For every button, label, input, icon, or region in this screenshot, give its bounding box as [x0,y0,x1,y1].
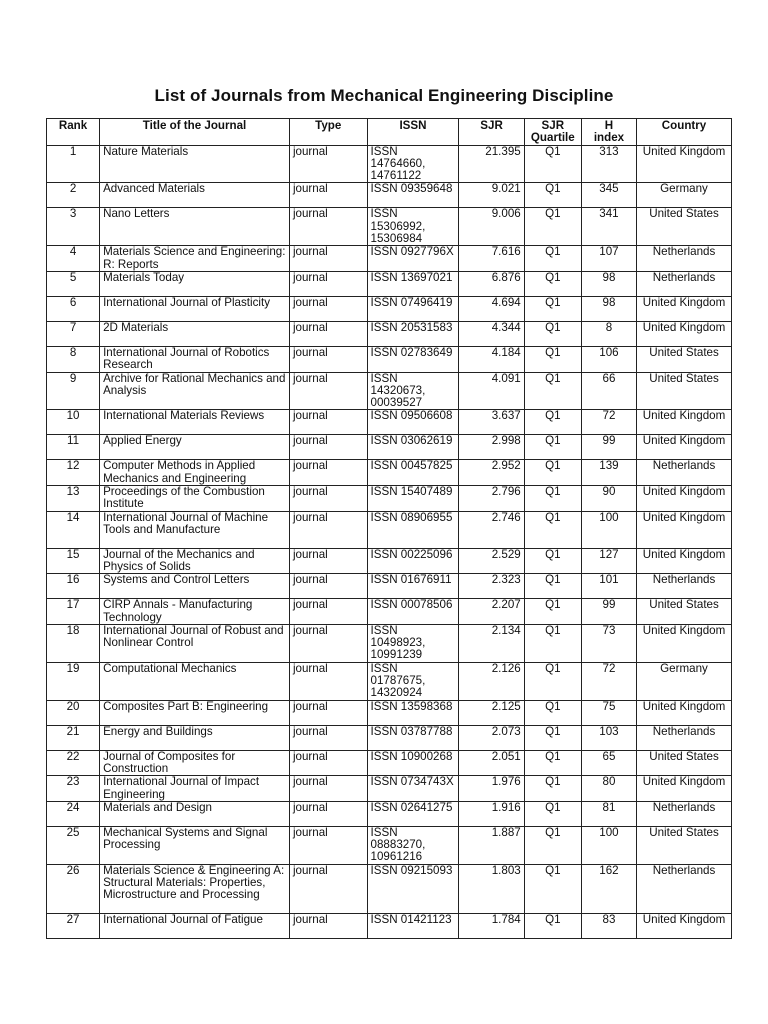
document-title: List of Journals from Mechanical Engineering Discipline [154,86,614,105]
cell-sjr: 2.998 [459,435,524,460]
cell-title: Applied Energy [100,435,290,460]
cell-quartile: Q1 [524,599,581,625]
cell-rank: 22 [47,750,100,776]
table-row [47,700,732,725]
cell-h-index: 90 [581,486,636,512]
header-sjr-quartile [524,119,581,146]
cell-quartile: Q1 [524,801,581,826]
cell-country: Netherlands [637,725,732,750]
cell-rank: 26 [47,864,100,913]
cell-title: Materials Today [100,271,290,296]
cell-issn: ISSN 09359648 [367,183,459,208]
header-h-index-line2: index [593,131,625,145]
cell-country: United Kingdom [637,321,732,346]
header-title: Title of the Journal [100,119,290,146]
table-row [47,321,732,346]
cell-country: United States [637,826,732,864]
cell-title: Materials Science and Engineering: R: Reports [100,246,290,272]
cell-issn: ISSN 03062619 [367,435,459,460]
cell-country: United Kingdom [637,296,732,321]
cell-issn: ISSN 09506608 [367,410,459,435]
cell-type: journal [289,460,367,486]
cell-title: CIRP Annals - Manufacturing Technology [100,599,290,625]
cell-sjr: 4.694 [459,296,524,321]
header-sjr-quartile-line2: Quartile [530,131,575,145]
table-row [47,574,732,599]
cell-h-index: 103 [581,725,636,750]
table-row [47,460,732,486]
cell-type: journal [289,801,367,826]
cell-sjr: 2.134 [459,624,524,662]
cell-country: Netherlands [637,246,732,272]
cell-country: United Kingdom [637,435,732,460]
cell-country: United Kingdom [637,548,732,574]
cell-h-index: 65 [581,750,636,776]
cell-quartile: Q1 [524,435,581,460]
cell-title: Computer Methods in Applied Mechanics and Engineering [100,460,290,486]
table-row [47,801,732,826]
cell-type: journal [289,511,367,548]
cell-rank: 2 [47,183,100,208]
cell-rank: 18 [47,624,100,662]
cell-type: journal [289,410,367,435]
cell-sjr: 2.796 [459,486,524,512]
cell-sjr: 9.021 [459,183,524,208]
cell-h-index: 99 [581,599,636,625]
cell-quartile: Q1 [524,700,581,725]
cell-title: Systems and Control Letters [100,574,290,599]
cell-country: Netherlands [637,864,732,913]
table-row [47,913,732,938]
cell-title: International Materials Reviews [100,410,290,435]
cell-h-index: 83 [581,913,636,938]
cell-sjr: 2.323 [459,574,524,599]
cell-quartile: Q1 [524,372,581,410]
table-row [47,750,732,776]
cell-country: Germany [637,662,732,700]
cell-rank: 12 [47,460,100,486]
table-row [47,346,732,372]
cell-country: United States [637,372,732,410]
cell-type: journal [289,246,367,272]
journals-table [46,118,732,939]
cell-country: United Kingdom [637,511,732,548]
cell-rank: 24 [47,801,100,826]
cell-type: journal [289,435,367,460]
cell-title: Nature Materials [100,145,290,183]
cell-title: Journal of Composites for Construction [100,750,290,776]
cell-country: United Kingdom [637,624,732,662]
header-type: Type [289,119,367,146]
cell-rank: 16 [47,574,100,599]
cell-issn: ISSN 03787788 [367,725,459,750]
cell-issn: ISSN 15407489 [367,486,459,512]
cell-issn: ISSN 0927796X [367,246,459,272]
cell-type: journal [289,624,367,662]
cell-quartile: Q1 [524,662,581,700]
cell-title: Advanced Materials [100,183,290,208]
cell-h-index: 127 [581,548,636,574]
cell-rank: 6 [47,296,100,321]
header-sjr-quartile-line1: SJR [541,119,565,132]
cell-h-index: 101 [581,574,636,599]
header-h-index [581,119,636,146]
cell-rank: 7 [47,321,100,346]
cell-h-index: 345 [581,183,636,208]
cell-h-index: 81 [581,801,636,826]
cell-issn: ISSN 10900268 [367,750,459,776]
table-row [47,246,732,272]
cell-issn: ISSN 02783649 [367,346,459,372]
header-country: Country [637,119,732,146]
cell-title: International Journal of Fatigue [100,913,290,938]
cell-h-index: 72 [581,662,636,700]
table-row [47,372,732,410]
header-rank: Rank [47,119,100,146]
cell-sjr: 2.746 [459,511,524,548]
cell-type: journal [289,662,367,700]
table-row [47,826,732,864]
cell-sjr: 1.916 [459,801,524,826]
cell-h-index: 107 [581,246,636,272]
table-row [47,511,732,548]
cell-type: journal [289,599,367,625]
cell-h-index: 99 [581,435,636,460]
cell-sjr: 2.126 [459,662,524,700]
table-row [47,296,732,321]
cell-sjr: 2.051 [459,750,524,776]
cell-rank: 27 [47,913,100,938]
cell-quartile: Q1 [524,776,581,802]
cell-quartile: Q1 [524,486,581,512]
cell-issn: ISSN 08906955 [367,511,459,548]
cell-rank: 23 [47,776,100,802]
cell-country: Netherlands [637,801,732,826]
cell-rank: 25 [47,826,100,864]
cell-quartile: Q1 [524,750,581,776]
cell-issn: ISSN 14320673, 00039527 [367,372,459,410]
cell-issn: ISSN 07496419 [367,296,459,321]
cell-type: journal [289,145,367,183]
cell-quartile: Q1 [524,321,581,346]
cell-quartile: Q1 [524,624,581,662]
cell-type: journal [289,776,367,802]
table-row [47,599,732,625]
cell-title: Materials Science & Engineering A: Structural Materials: Properties, Microstructure and Processing [100,864,290,913]
cell-type: journal [289,346,367,372]
cell-title: Nano Letters [100,208,290,246]
cell-type: journal [289,486,367,512]
cell-country: United Kingdom [637,913,732,938]
cell-quartile: Q1 [524,145,581,183]
cell-issn: ISSN 09215093 [367,864,459,913]
cell-h-index: 100 [581,826,636,864]
cell-quartile: Q1 [524,725,581,750]
cell-title: International Journal of Robust and Nonlinear Control [100,624,290,662]
table-row [47,725,732,750]
cell-quartile: Q1 [524,826,581,864]
cell-issn: ISSN 0734743X [367,776,459,802]
cell-sjr: 3.637 [459,410,524,435]
cell-rank: 19 [47,662,100,700]
cell-quartile: Q1 [524,511,581,548]
cell-rank: 11 [47,435,100,460]
cell-type: journal [289,913,367,938]
cell-country: United States [637,208,732,246]
cell-quartile: Q1 [524,548,581,574]
cell-quartile: Q1 [524,460,581,486]
table-header-row [47,119,732,146]
cell-rank: 10 [47,410,100,435]
cell-sjr: 1.976 [459,776,524,802]
cell-issn: ISSN 02641275 [367,801,459,826]
table-row [47,864,732,913]
cell-issn: ISSN 14764660, 14761122 [367,145,459,183]
cell-sjr: 4.091 [459,372,524,410]
cell-title: International Journal of Impact Engineering [100,776,290,802]
cell-rank: 9 [47,372,100,410]
cell-sjr: 2.125 [459,700,524,725]
cell-sjr: 4.184 [459,346,524,372]
cell-type: journal [289,372,367,410]
cell-country: United Kingdom [637,776,732,802]
cell-sjr: 7.616 [459,246,524,272]
cell-issn: ISSN 00457825 [367,460,459,486]
table-row [47,486,732,512]
cell-issn: ISSN 08883270, 10961216 [367,826,459,864]
cell-h-index: 139 [581,460,636,486]
cell-h-index: 75 [581,700,636,725]
cell-sjr: 2.952 [459,460,524,486]
cell-rank: 14 [47,511,100,548]
cell-issn: ISSN 13697021 [367,271,459,296]
table-row [47,208,732,246]
cell-rank: 15 [47,548,100,574]
table-row [47,548,732,574]
cell-issn: ISSN 10498923, 10991239 [367,624,459,662]
cell-h-index: 66 [581,372,636,410]
header-h-index-line1: H [604,119,614,132]
cell-rank: 4 [47,246,100,272]
cell-h-index: 162 [581,864,636,913]
table-row [47,410,732,435]
cell-issn: ISSN 00225096 [367,548,459,574]
cell-type: journal [289,750,367,776]
cell-type: journal [289,548,367,574]
cell-type: journal [289,826,367,864]
cell-h-index: 98 [581,271,636,296]
cell-sjr: 1.784 [459,913,524,938]
cell-rank: 3 [47,208,100,246]
table-row [47,776,732,802]
cell-quartile: Q1 [524,208,581,246]
cell-title: International Journal of Machine Tools and Manufacture [100,511,290,548]
cell-quartile: Q1 [524,271,581,296]
cell-country: United States [637,750,732,776]
cell-quartile: Q1 [524,346,581,372]
cell-country: United Kingdom [637,145,732,183]
cell-issn: ISSN 20531583 [367,321,459,346]
cell-type: journal [289,183,367,208]
header-sjr: SJR [459,119,524,146]
cell-title: Materials and Design [100,801,290,826]
cell-h-index: 100 [581,511,636,548]
cell-rank: 13 [47,486,100,512]
cell-sjr: 9.006 [459,208,524,246]
cell-type: journal [289,321,367,346]
cell-rank: 5 [47,271,100,296]
cell-country: Netherlands [637,460,732,486]
cell-type: journal [289,296,367,321]
cell-quartile: Q1 [524,246,581,272]
header-issn: ISSN [367,119,459,146]
cell-issn: ISSN 01676911 [367,574,459,599]
cell-h-index: 313 [581,145,636,183]
cell-type: journal [289,271,367,296]
cell-quartile: Q1 [524,183,581,208]
cell-issn: ISSN 01421123 [367,913,459,938]
table-row [47,624,732,662]
cell-issn: ISSN 13598368 [367,700,459,725]
cell-title: Journal of the Mechanics and Physics of Solids [100,548,290,574]
table-row [47,145,732,183]
cell-country: United Kingdom [637,410,732,435]
cell-h-index: 106 [581,346,636,372]
table-row [47,183,732,208]
cell-sjr: 1.803 [459,864,524,913]
cell-country: United Kingdom [637,486,732,512]
cell-rank: 20 [47,700,100,725]
cell-h-index: 72 [581,410,636,435]
cell-title: Energy and Buildings [100,725,290,750]
table-row [47,271,732,296]
cell-h-index: 73 [581,624,636,662]
cell-sjr: 4.344 [459,321,524,346]
cell-type: journal [289,208,367,246]
cell-h-index: 341 [581,208,636,246]
cell-country: Netherlands [637,271,732,296]
cell-issn: ISSN 00078506 [367,599,459,625]
cell-sjr: 1.887 [459,826,524,864]
cell-title: Mechanical Systems and Signal Processing [100,826,290,864]
cell-country: United States [637,346,732,372]
cell-quartile: Q1 [524,296,581,321]
cell-rank: 8 [47,346,100,372]
cell-rank: 1 [47,145,100,183]
cell-issn: ISSN 15306992, 15306984 [367,208,459,246]
cell-country: Germany [637,183,732,208]
cell-quartile: Q1 [524,864,581,913]
cell-country: Netherlands [637,574,732,599]
cell-h-index: 80 [581,776,636,802]
cell-title: Computational Mechanics [100,662,290,700]
table-row [47,662,732,700]
cell-quartile: Q1 [524,410,581,435]
cell-quartile: Q1 [524,913,581,938]
cell-title: Archive for Rational Mechanics and Analysis [100,372,290,410]
cell-sjr: 2.207 [459,599,524,625]
cell-h-index: 98 [581,296,636,321]
cell-title: International Journal of Robotics Research [100,346,290,372]
cell-rank: 17 [47,599,100,625]
cell-type: journal [289,574,367,599]
cell-title: 2D Materials [100,321,290,346]
cell-type: journal [289,725,367,750]
cell-h-index: 8 [581,321,636,346]
journals-table-body [47,145,732,938]
cell-type: journal [289,700,367,725]
cell-sjr: 2.073 [459,725,524,750]
cell-issn: ISSN 01787675, 14320924 [367,662,459,700]
cell-sjr: 21.395 [459,145,524,183]
cell-title: Proceedings of the Combustion Institute [100,486,290,512]
cell-country: United Kingdom [637,700,732,725]
cell-rank: 21 [47,725,100,750]
cell-title: Composites Part B: Engineering [100,700,290,725]
cell-type: journal [289,864,367,913]
cell-quartile: Q1 [524,574,581,599]
cell-country: United States [637,599,732,625]
cell-title: International Journal of Plasticity [100,296,290,321]
cell-sjr: 6.876 [459,271,524,296]
cell-sjr: 2.529 [459,548,524,574]
table-row [47,435,732,460]
